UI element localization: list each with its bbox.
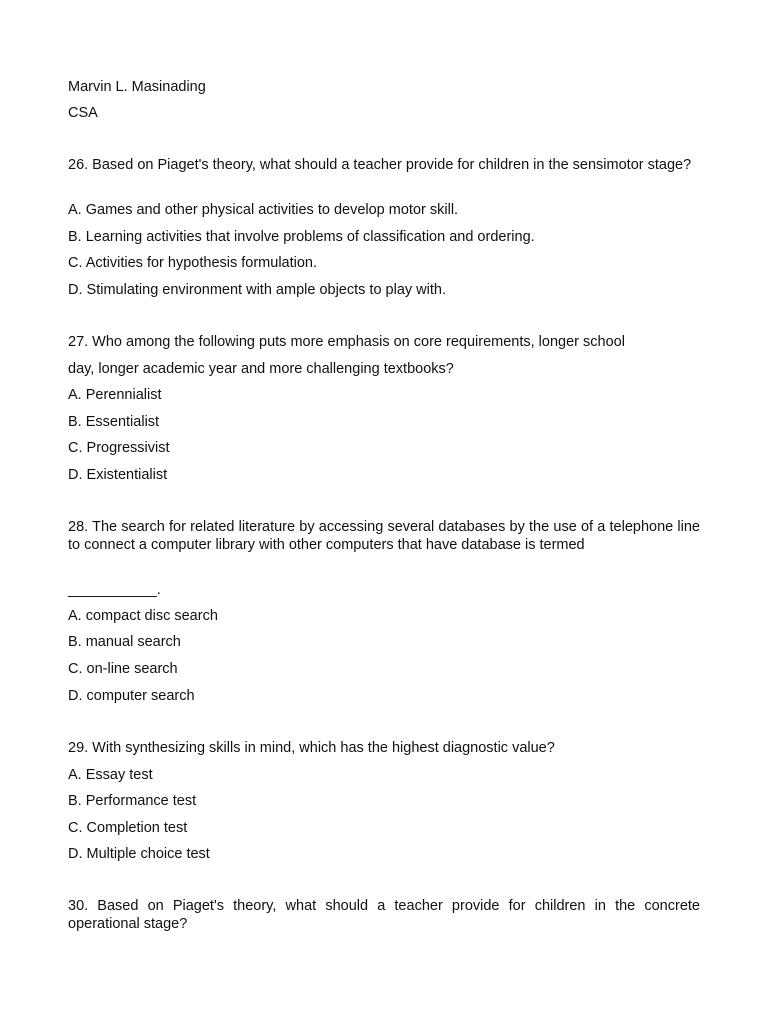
question-26-option-b: B. Learning activities that involve problems of classification and ordering. bbox=[68, 229, 535, 245]
question-29-stem: 29. With synthesizing skills in mind, which has the highest diagnostic value? bbox=[68, 740, 555, 756]
question-27-option-d: D. Existentialist bbox=[68, 467, 168, 483]
question-28-option-c: C. on-line search bbox=[68, 661, 178, 677]
question-29-option-a: A. Essay test bbox=[68, 767, 153, 783]
question-27-stem-line2: day, longer academic year and more challenging textbooks? bbox=[68, 361, 454, 377]
question-27-option-c: C. Progressivist bbox=[68, 440, 170, 456]
question-28-stem: 28. The search for related literature by accessing several databases by the use of a telephone line to connect a computer library with other computers that have database is termed bbox=[68, 519, 700, 553]
question-29-option-c: C. Completion test bbox=[68, 820, 188, 836]
question-26-option-c: C. Activities for hypothesis formulation. bbox=[68, 255, 318, 271]
question-29-option-d: D. Multiple choice test bbox=[68, 846, 210, 862]
question-28-option-b: B. manual search bbox=[68, 634, 181, 650]
author-name: Marvin L. Masinading bbox=[68, 79, 206, 95]
question-29-option-b: B. Performance test bbox=[68, 793, 197, 809]
question-27-option-a: A. Perennialist bbox=[68, 387, 162, 403]
question-30-stem: 30. Based on Piaget's theory, what should a teacher provide for children in the concrete operational stage? bbox=[68, 898, 700, 932]
author-org: CSA bbox=[68, 105, 98, 121]
question-27-option-b: B. Essentialist bbox=[68, 414, 160, 430]
question-28-blank: ___________. bbox=[68, 582, 161, 598]
question-26-stem: 26. Based on Piaget's theory, what should a teacher provide for children in the sensimotor stage? bbox=[68, 157, 692, 173]
question-26-option-d: D. Stimulating environment with ample objects to play with. bbox=[68, 282, 446, 298]
question-26-option-a: A. Games and other physical activities to develop motor skill. bbox=[68, 202, 459, 218]
question-27-stem-line1: 27. Who among the following puts more emphasis on core requirements, longer school bbox=[68, 334, 625, 350]
question-28-option-d: D. computer search bbox=[68, 688, 195, 704]
question-28-option-a: A. compact disc search bbox=[68, 608, 218, 624]
